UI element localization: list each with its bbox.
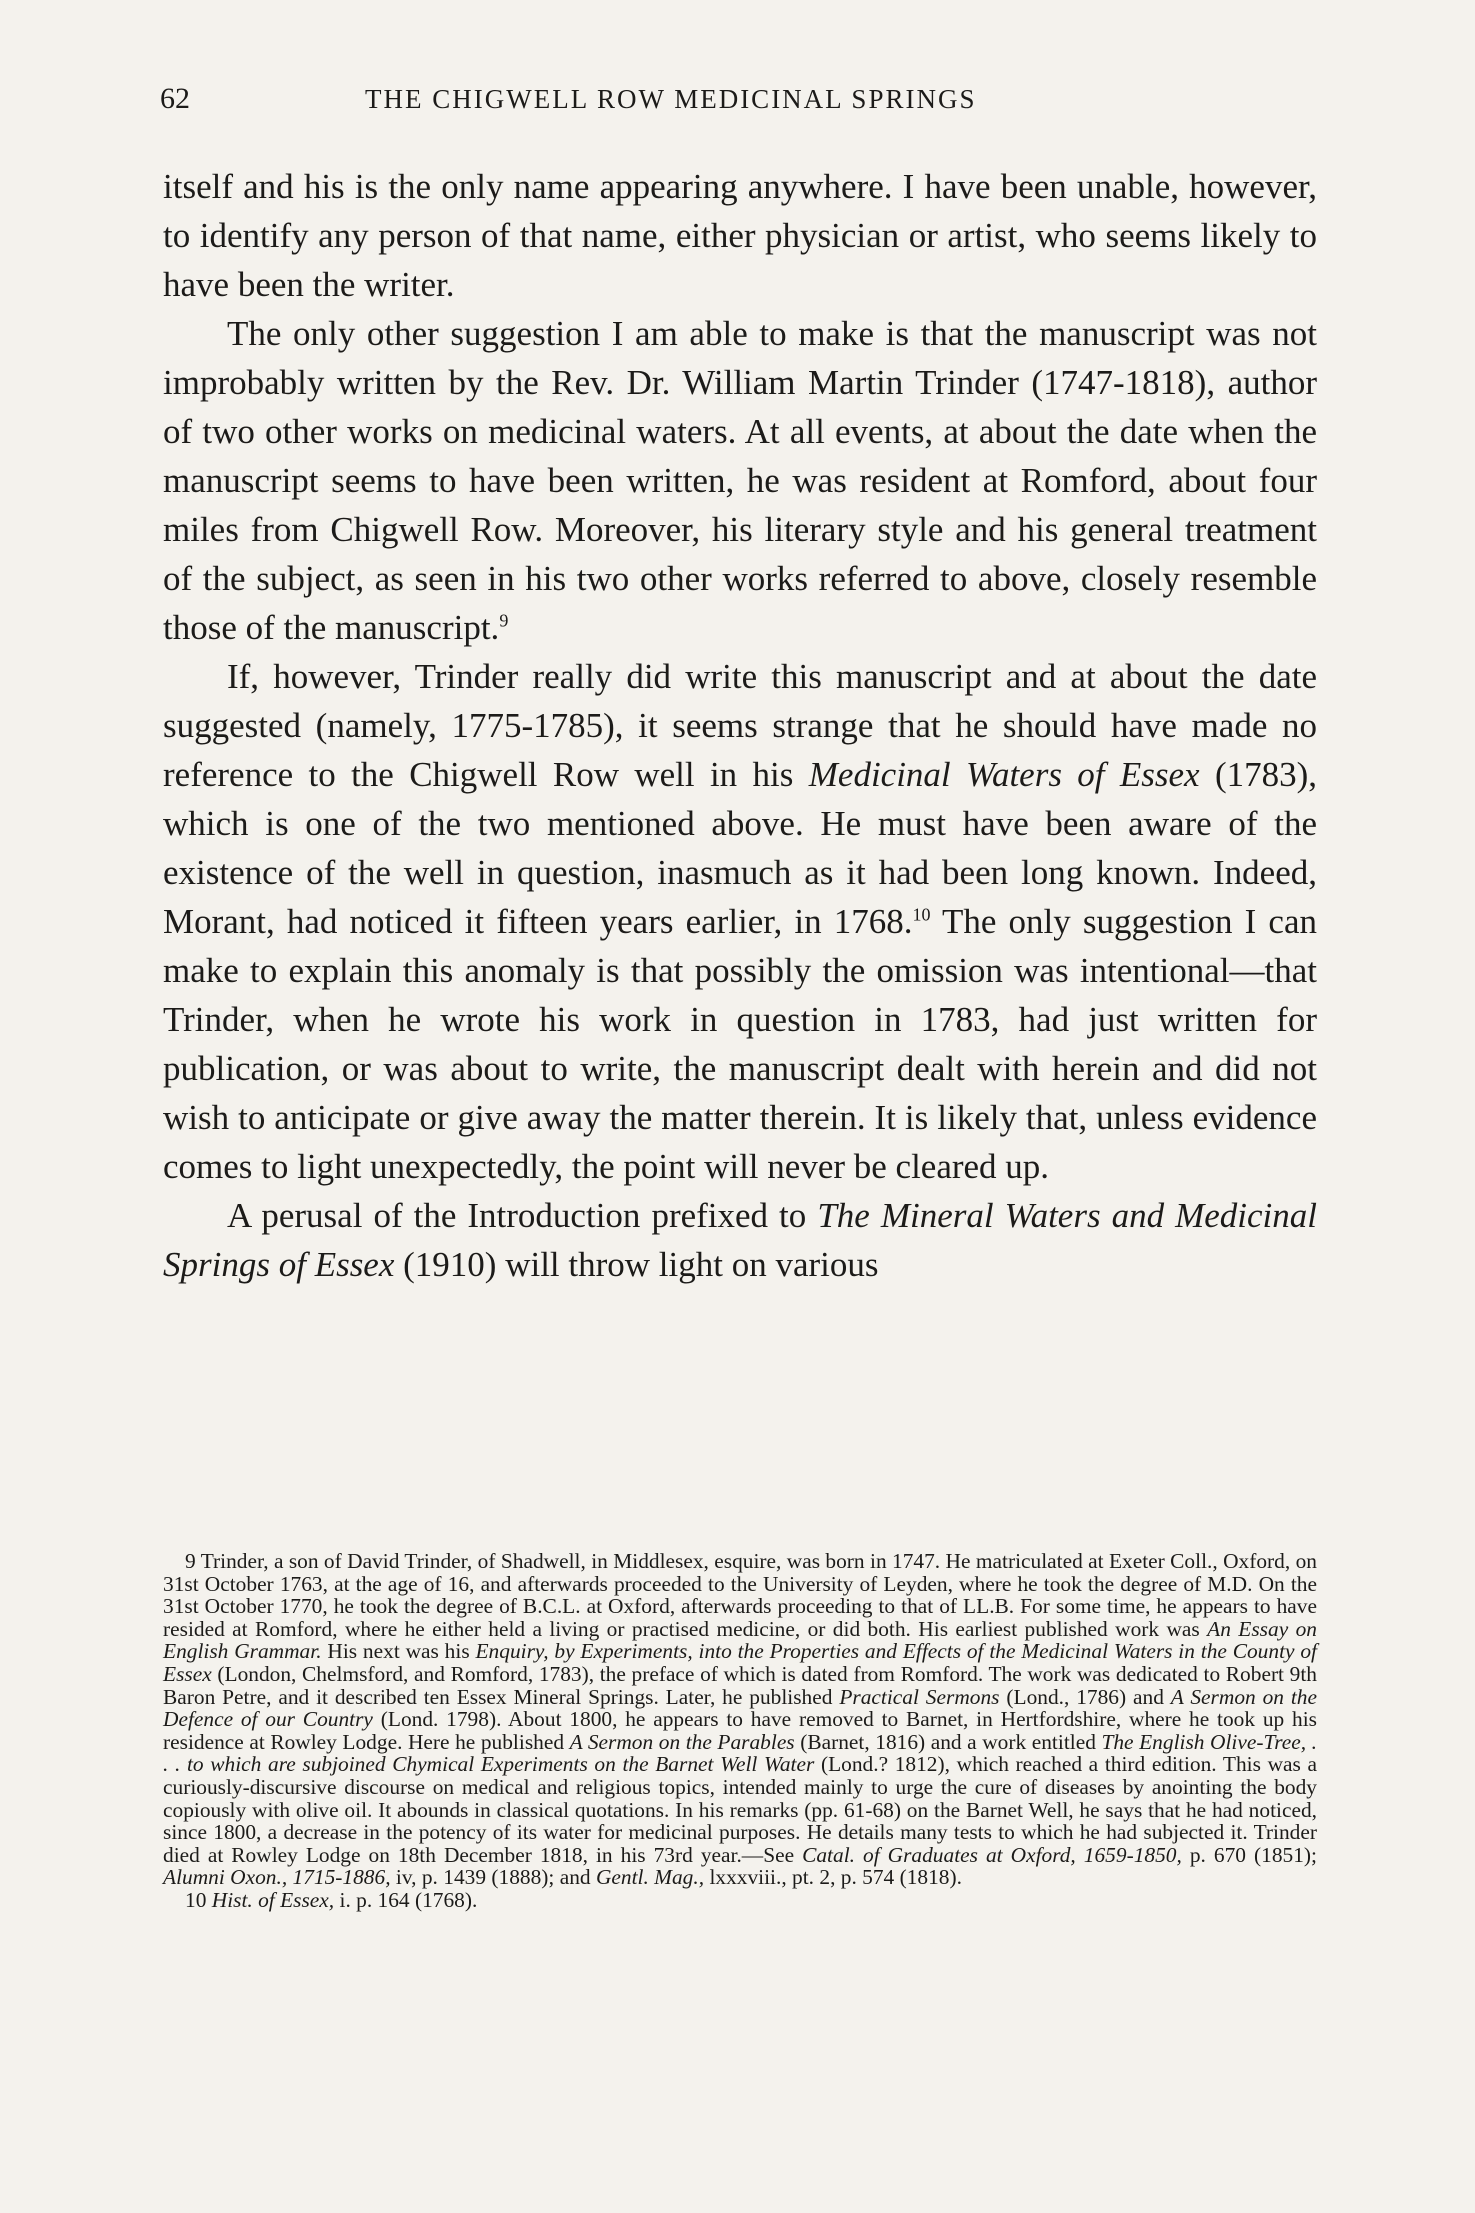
- footnote-title: Enquiry, by Experiments, into the Properties and Effects of the Medicinal Waters in the County of Essex: [163, 1639, 1317, 1686]
- book-title-mineral-waters: The Mineral Waters and Medicinal Springs of Essex: [163, 1196, 1318, 1284]
- paragraph-4-text-a: A perusal of the Introduction prefixed to: [227, 1196, 807, 1235]
- footnote-9-text: p. 670 (1851);: [1189, 1842, 1317, 1867]
- footnote-9: [163, 1550, 1317, 1889]
- footnote-9-text: (Lond.? 1812), which reached a third edition. This was a curiously-discursive discourse on medical and religious topics, intended mainly to urge the cure of diseases by anointing the body copiously with olive oil. It abounds in classical quotations. In his remarks (pp. 61-68) on the Barnet Well, he says that he had noticed, since 1800, a decrease in the potency of its water for medicinal purposes. He details many tests to which he had subjected it. Trinder died at Rowley Lodge on 18th December 1818, in his 73rd year.—See: [163, 1752, 1317, 1867]
- paragraph-3: [163, 652, 1317, 1191]
- footnote-9-text: iv, p. 1439 (1888); and: [395, 1865, 591, 1890]
- footnote-9-text: (Lond. 1798). About 1800, he appears to have removed to Barnet, in Hertfordshire, where he took up his residence at Rowley Lodge. Here he published: [163, 1707, 1318, 1754]
- paragraph-3-text-a: If, however, Trinder really did write this manuscript and at about the date suggested (namely, 1775-1785), it seems strange that he should have made no reference to the Chigwell Row well in his: [163, 657, 1317, 794]
- main-text: [163, 162, 1317, 1289]
- footnote-9-text: (Barnet, 1816) and a work entitled: [800, 1729, 1096, 1754]
- footnotes: [163, 1550, 1317, 1912]
- paragraph-2-text: The only other suggestion I am able to make is that the manuscript was not improbably written by the Rev. Dr. William Martin Trinder (1747-1818), author of two other works on medicinal waters. At all events, at about the date when the manuscript seems to have been written, he was resident at Romford, about four miles from Chigwell Row. Moreover, his literary style and his general treatment of the subject, as seen in his two other works referred to above, closely resemble those of the manuscript.: [163, 314, 1317, 647]
- paragraph-1-text: itself and his is the only name appearing anywhere. I have been unable, however, to identify any person of that name, either physician or artist, who seems likely to have been the writer.: [163, 167, 1317, 304]
- footnote-9-text: 9 Trinder, a son of David Trinder, of Shadwell, in Middlesex, esquire, was born in 1747. He matriculated at Exeter Coll., Oxford, on 31st October 1763, at the age of 16, and afterwards proceeded to the University of Leyden, where he took the degree of M.D. On the 31st October 1770, he took the degree of B.C.L. at Oxford, afterwards proceeding to that of LL.B. For some time, he appears to have resided at Romford, where he either held a living or practised medicine, or did both. His earliest published work was: [163, 1549, 1317, 1641]
- footnote-title: A Sermon on the Defence of our Country: [163, 1684, 1317, 1732]
- footnote-title: Alumni Oxon., 1715-1886,: [163, 1865, 391, 1890]
- page-number: 62: [160, 82, 190, 115]
- footnote-10-text: i. p. 164 (1768).: [339, 1887, 478, 1912]
- footnote-title: Gentl. Mag.,: [595, 1865, 705, 1890]
- paragraph-3-text-c: The only suggestion I can make to explain this anomaly is that possibly the omission was intentional—that Trinder, when he wrote his work in question in 1783, had just written for publication, or was about to write, the manuscript dealt with herein and did not wish to anticipate or give away the matter therein. It is likely that, unless evidence comes to light unexpectedly, the point will never be cleared up.: [163, 902, 1317, 1186]
- footnote-title: The English Olive-Tree, . . . to which are subjoined Chymical Experiments on the Barnet Well Water: [163, 1729, 1317, 1777]
- footnote-9-text: lxxxviii., pt. 2, p. 574 (1818).: [709, 1865, 962, 1890]
- footnote-9-text: (Lond., 1786) and: [1006, 1684, 1164, 1709]
- footnote-title: Practical Sermons: [839, 1684, 1000, 1709]
- footnote-title: Hist. of Essex,: [211, 1887, 335, 1912]
- footnote-10: [163, 1889, 1317, 1912]
- footnote-title: An Essay on English Grammar.: [163, 1616, 1317, 1664]
- book-title-medicinal-waters: Medicinal Waters of Essex: [808, 755, 1200, 794]
- footnote-10-number: 10: [185, 1887, 207, 1912]
- footnote-title: Catal. of Graduates at Oxford, 1659-1850,: [802, 1842, 1182, 1867]
- footnote-title: A Sermon on the Parables: [569, 1729, 795, 1754]
- paragraph-3-text-b: (1783), which is one of the two mentioned above. He must have been aware of the existence of the well in question, inasmuch as it had been long known. Indeed, Morant, had noticed it fifteen years earlier, in 1768.: [163, 755, 1317, 941]
- running-title: THE CHIGWELL ROW MEDICINAL SPRINGS: [365, 84, 977, 114]
- paragraph-1: [163, 162, 1317, 309]
- paragraph-4: [163, 1191, 1317, 1289]
- footnote-9-text: (London, Chelmsford, and Romford, 1783), the preface of which is dated from Romford. The work was dedicated to Robert 9th Baron Petre, and it described ten Essex Mineral Springs. Later, he published: [163, 1661, 1317, 1709]
- paragraph-2: [163, 309, 1317, 652]
- footnote-ref-9: 9: [499, 610, 509, 631]
- paragraph-4-text-b: (1910) will throw light on various: [403, 1245, 879, 1284]
- footnote-9-text: His next was his: [327, 1639, 470, 1664]
- footnote-ref-10: 10: [912, 904, 931, 925]
